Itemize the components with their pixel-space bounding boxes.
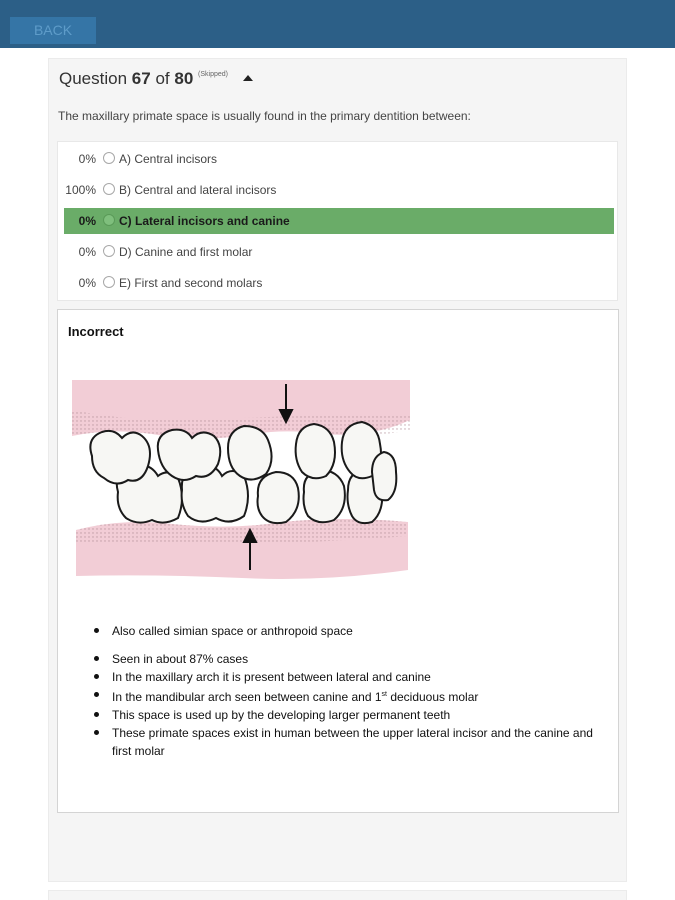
explanation-bullets bbox=[94, 622, 594, 760]
question-status: (Skipped) bbox=[198, 71, 228, 78]
radio-button[interactable] bbox=[103, 152, 115, 164]
primate-space-illustration bbox=[72, 380, 412, 580]
answer-text: E) First and second molars bbox=[119, 276, 263, 290]
question-text: The maxillary primate space is usually found in the primary dentition between: bbox=[58, 109, 471, 123]
explanation-panel bbox=[57, 309, 619, 813]
answer-percentage: 100% bbox=[65, 183, 96, 197]
answer-text: B) Central and lateral incisors bbox=[119, 183, 277, 197]
answer-text: A) Central incisors bbox=[119, 152, 218, 166]
bullet-text-tail: deciduous molar bbox=[386, 690, 479, 704]
answer-option-e[interactable] bbox=[64, 270, 614, 296]
answer-option-b[interactable] bbox=[64, 177, 614, 203]
answer-percentage: 0% bbox=[78, 276, 96, 290]
answer-percentage: 0% bbox=[78, 214, 96, 228]
back-button[interactable]: BACK bbox=[10, 17, 96, 44]
question-header bbox=[59, 69, 253, 99]
top-bar bbox=[0, 0, 675, 48]
answer-option-d[interactable] bbox=[64, 239, 614, 265]
result-title: Incorrect bbox=[68, 324, 124, 339]
question-of-label: of bbox=[155, 69, 170, 88]
bullet-item bbox=[94, 686, 594, 706]
answer-text: C) Lateral incisors and canine bbox=[119, 214, 290, 228]
answer-text: D) Canine and first molar bbox=[119, 245, 253, 259]
bullet-item: Seen in about 87% cases bbox=[94, 650, 594, 668]
radio-button[interactable] bbox=[103, 183, 115, 195]
question-total: 80 bbox=[174, 69, 194, 88]
caret-up-icon[interactable] bbox=[243, 75, 253, 81]
answer-option-c[interactable] bbox=[64, 208, 614, 234]
answer-percentage: 0% bbox=[78, 245, 96, 259]
question-label: Question bbox=[59, 69, 128, 88]
answer-percentage: 0% bbox=[78, 152, 96, 166]
radio-button[interactable] bbox=[103, 245, 115, 257]
bullet-item: This space is used up by the developing larger permanent teeth bbox=[94, 706, 594, 724]
question-card bbox=[48, 58, 627, 882]
bullet-item: Also called simian space or anthropoid space bbox=[94, 622, 594, 640]
next-card-edge bbox=[48, 890, 627, 900]
question-number: 67 bbox=[131, 69, 151, 88]
radio-button[interactable] bbox=[103, 214, 115, 226]
bullet-text: In the mandibular arch seen between canine and 1 bbox=[112, 690, 382, 704]
radio-button[interactable] bbox=[103, 276, 115, 288]
answer-list bbox=[57, 141, 618, 301]
bullet-item: These primate spaces exist in human between the upper lateral incisor and the canine and first molar bbox=[94, 724, 594, 760]
ordinal-suffix: st bbox=[381, 691, 387, 698]
answer-option-a[interactable] bbox=[64, 146, 614, 172]
bullet-item: In the maxillary arch it is present between lateral and canine bbox=[94, 668, 594, 686]
